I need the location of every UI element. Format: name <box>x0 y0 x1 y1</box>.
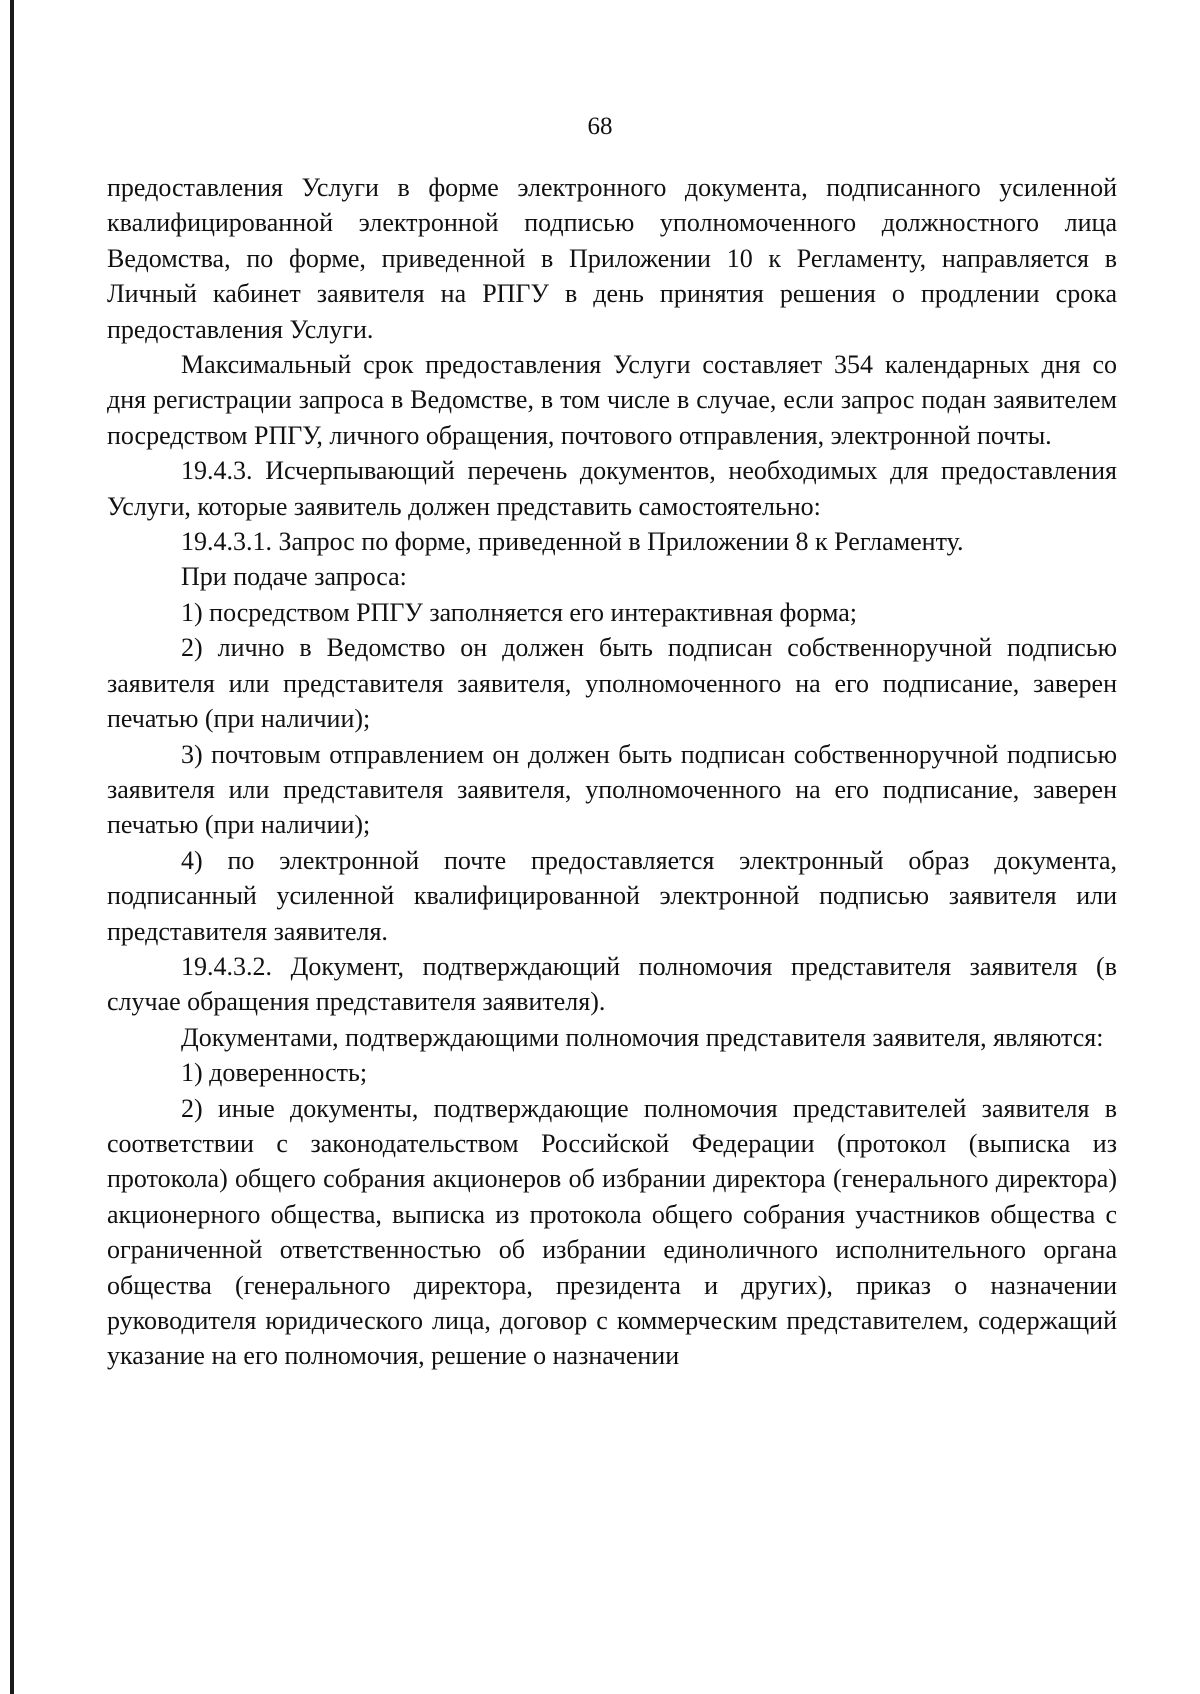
scan-edge-line <box>10 0 14 1694</box>
list-item-3-postal: 3) почтовым отправлением он должен быть подписан собственноручной подписью заявителя или представителя заявителя, уполномоченного на его подписание, заверен печатью (при наличии); <box>107 739 1117 840</box>
list-item-1-power-of-attorney: 1) доверенность; <box>181 1058 368 1088</box>
document-body <box>107 170 1117 1374</box>
paragraph-authority-docs: Документами, подтверждающими полномочия представителя заявителя, являются: <box>181 1022 1104 1052</box>
paragraph-19-4-3-1: 19.4.3.1. Запрос по форме, приведенной в Приложении 8 к Регламенту. <box>181 527 964 557</box>
page-number: 68 <box>587 113 613 140</box>
paragraph-max-term: Максимальный срок предоставления Услуги составляет 354 календарных дня со дня регистрации запроса в Ведомстве, в том числе в случае, если запрос подан заявителем посредством РПГУ, личного обращения, почтового отправления, электронной почты. <box>107 350 1117 450</box>
paragraph-submission-intro: При подаче запроса: <box>181 562 407 592</box>
list-item-2-other-docs: 2) иные документы, подтверждающие полномочия представителей заявителя в соответствии с законодательством Российской Федерации (протокол (выписка из протокола) общего собрания акционеров об избрании директора (генерального директора) акционерного общества, выписка из протокола общего собрания участников общества с ограниченной ответственностью об избрании единоличного исполнительного органа общества (генерального директора, президента и других), приказ о назначении руководителя юридического лица, договор с коммерческим представителем, содержащий указание на его полномочия, решение о назначении <box>107 1093 1117 1371</box>
paragraph-continuation: предоставления Услуги в форме электронного документа, подписанного усиленной квалифицированной электронной подписью уполномоченного должностного лица Ведомства, по форме, приведенной в Приложении 10 к Регламенту, направляется в Личный кабинет заявителя на РПГУ в день принятия решения о продлении срока предоставления Услуги. <box>107 173 1117 344</box>
paragraph-19-4-3: 19.4.3. Исчерпывающий перечень документов, необходимых для предоставления Услуги, которые заявитель должен представить самостоятельно: <box>107 456 1117 521</box>
paragraph-19-4-3-2: 19.4.3.2. Документ, подтверждающий полномочия представителя заявителя (в случае обращения представителя заявителя). <box>107 951 1117 1017</box>
list-item-2-in-person: 2) лично в Ведомство он должен быть подписан собственноручной подписью заявителя или представителя заявителя, уполномоченного на его подписание, заверен печатью (при наличии); <box>107 633 1117 734</box>
list-item-4-email: 4) по электронной почте предоставляется электронный образ документа, подписанный усиленной квалифицированной электронной подписью заявителя или представителя заявителя. <box>107 845 1117 946</box>
list-item-1-rpgu: 1) посредством РПГУ заполняется его интерактивная форма; <box>181 597 857 627</box>
